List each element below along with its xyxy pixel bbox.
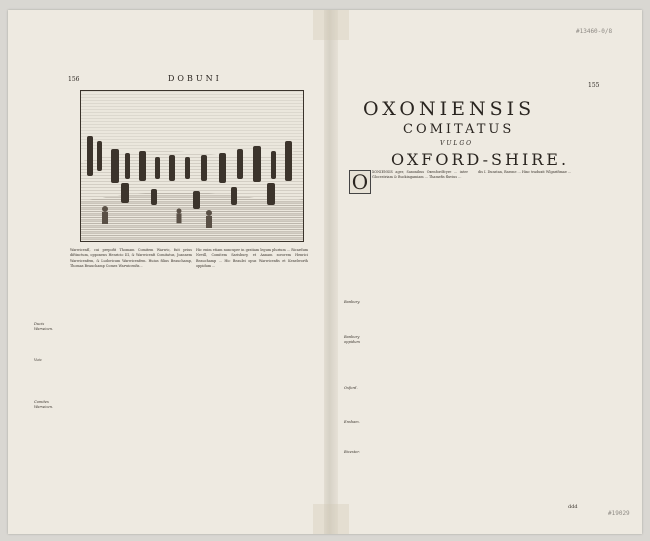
right-page-column-2: dis I. Dunstan, Barone ... Hinc traduxit Wlgarifimae ...	[478, 170, 572, 174]
title-comitatus: COMITATUS	[403, 122, 515, 137]
left-margin-note-2: Vuic	[34, 358, 42, 362]
left-running-head: DOBUNI	[168, 74, 222, 83]
drop-cap: O	[349, 170, 371, 194]
right-page-column-1: XONIENSIS ager, Saxonibus Oxenfordfcyre ... inter Glocestriam & Buckingamiam ... Thamefis fluvius ...	[372, 170, 468, 180]
tape-bottom	[313, 504, 349, 534]
right-page-number: 155	[588, 82, 600, 89]
signature-mark: ddd	[568, 504, 578, 510]
stone-circle-engraving	[81, 91, 303, 241]
center-fold	[324, 10, 338, 534]
left-margin-note-3: Comites Warwicen.	[34, 400, 54, 409]
engraving-illustration	[80, 90, 304, 242]
right-margin-note-3: Oxford.	[344, 386, 358, 390]
tape-top	[313, 10, 349, 40]
left-margin-note-1: Ducis Warwicen.	[34, 322, 54, 331]
book-spread	[8, 10, 642, 534]
right-margin-note-4: Ensham.	[344, 420, 360, 424]
left-page-column-2: Hic enim etiam nuncuper in gratiam legum plurium ... Ricardum Nevill, Comitem Sarisbury, et Annam sororem Henrici Beauchamp ... Hic Beaulei opus Warwicenfis et Kenelworth oppidum ...	[196, 248, 308, 268]
pencil-note-bottom: #19029	[608, 510, 630, 517]
title-vulgo: VULGO	[440, 140, 474, 147]
title-oxford-shire: OXFORD-SHIRE.	[391, 150, 570, 169]
right-margin-note-1: Banbury.	[344, 300, 361, 304]
title-oxoniensis: OXONIENSIS	[363, 98, 536, 120]
pencil-note-top: #13460-0/8	[576, 28, 613, 35]
left-page-column-1: WarwicenfI, cui prepofit Thomam Comitem Warwic, fuit prius diftinctum, opponens Henricio III, & Warwicenfi Comitatus, Joannem Warwicenfem, & Ludovicum Warwicenfem. Huius filius Beauchamp, Thomas Beauchamp Comes Warwicenfis...	[70, 248, 192, 268]
right-margin-note-2: Banbury oppidum	[344, 335, 360, 344]
right-margin-note-5: Bicester.	[344, 450, 360, 454]
left-page-number: 156	[68, 76, 80, 83]
